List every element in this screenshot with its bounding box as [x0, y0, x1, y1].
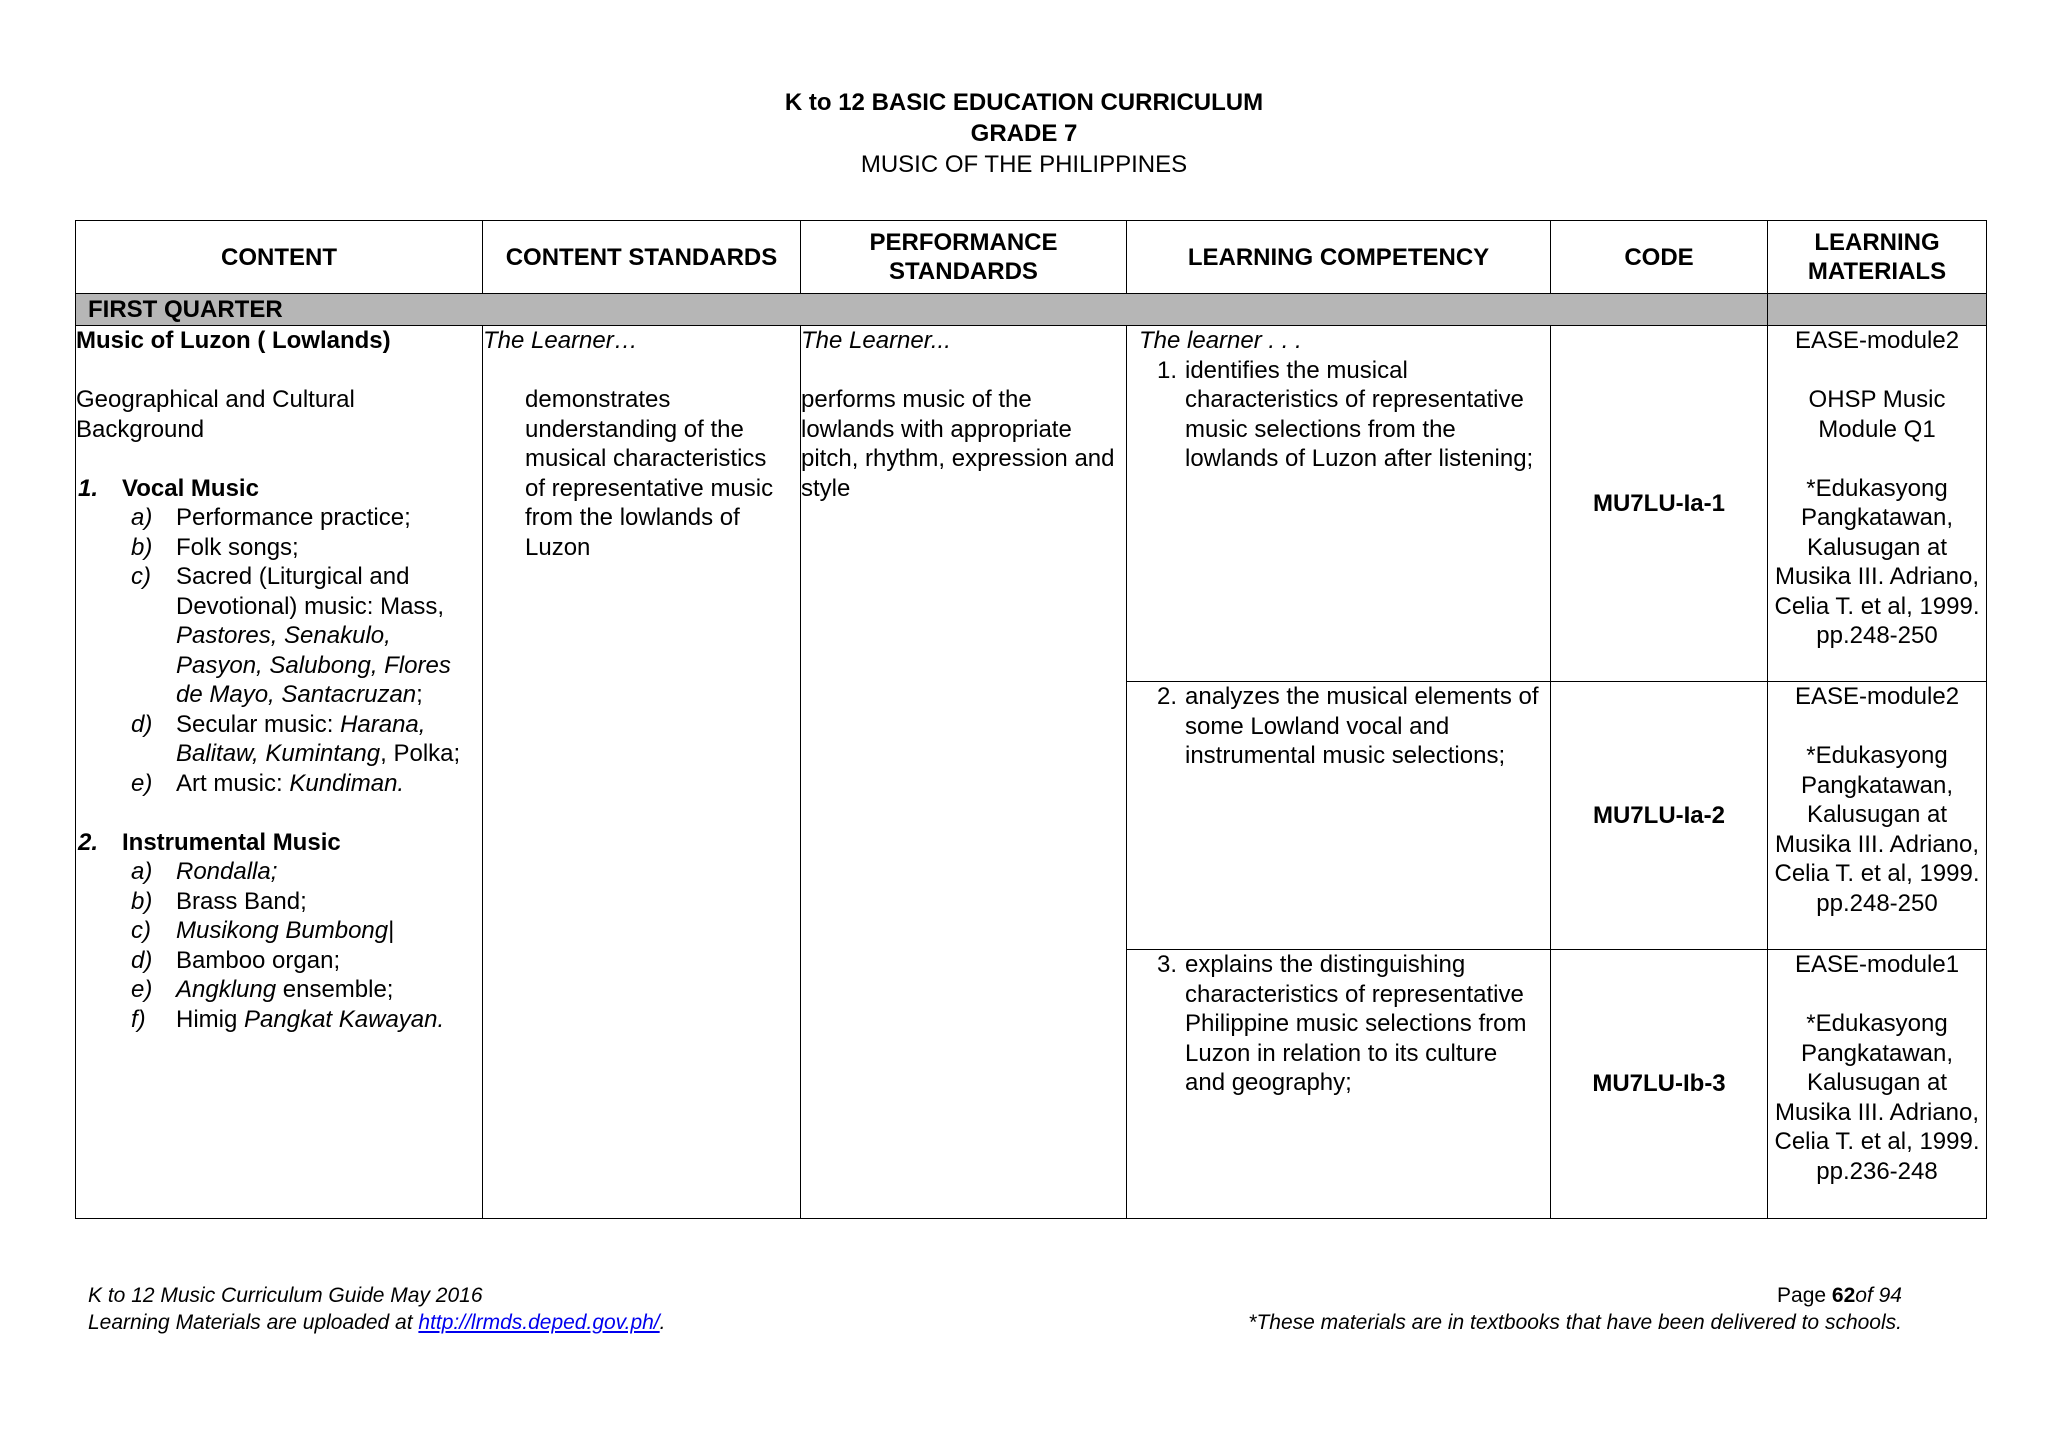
content-item	[131, 710, 482, 769]
item-marker: c)	[131, 563, 151, 591]
content-item	[131, 562, 482, 710]
item-marker: b)	[131, 887, 153, 915]
item-text: Musikong Bumbong|	[176, 917, 395, 945]
content-item	[131, 916, 482, 946]
materials-list	[1768, 950, 1986, 1186]
item-text: Secular music: Harana, Balitaw, Kumintang, Polka;	[176, 710, 461, 768]
footer-left	[88, 1282, 666, 1336]
competency-item	[1127, 682, 1550, 771]
quarter-label-spacer	[1768, 294, 1987, 326]
item-marker: f)	[131, 1005, 146, 1033]
item-text: Himig Pangkat Kawayan.	[176, 1005, 445, 1033]
item-marker: d)	[131, 946, 153, 974]
content-sections	[76, 474, 482, 1035]
material-entry: OHSP Music Module Q1	[1808, 386, 1946, 443]
content-item-list	[76, 503, 482, 798]
col-header-performance-line1: PERFORMANCE	[869, 229, 1058, 256]
item-text: Bamboo organ;	[176, 946, 341, 974]
item-marker: e)	[131, 769, 153, 797]
content-item	[131, 533, 482, 563]
competency-number: 2.	[1157, 683, 1178, 711]
page-current: 62	[1831, 1284, 1856, 1307]
item-text: Angklung ensemble;	[176, 976, 394, 1004]
materials-list	[1768, 326, 1986, 651]
item-marker: b)	[131, 533, 153, 561]
col-header-performance-standards	[801, 221, 1127, 294]
content-item	[131, 857, 482, 887]
col-header-code: CODE	[1551, 221, 1768, 294]
subject-title: MUSIC OF THE PHILIPPINES	[860, 151, 1188, 178]
materials-list	[1768, 682, 1986, 918]
content-title: Music of Luzon ( Lowlands)	[76, 327, 391, 355]
footer-right	[1248, 1282, 1902, 1336]
performance-standards-intro: The Learner...	[801, 327, 951, 355]
footer-guide: K to 12 Music Curriculum Guide May 2016	[88, 1284, 483, 1307]
content-item	[131, 1005, 482, 1035]
quarter-label: FIRST QUARTER	[76, 294, 1768, 326]
content-standards-intro: The Learner…	[483, 327, 638, 355]
item-marker: c)	[131, 917, 151, 945]
col-header-performance-line2: STANDARDS	[889, 258, 1038, 285]
competency-cell-2	[1127, 682, 1551, 950]
item-text: Art music: Kundiman.	[176, 769, 405, 797]
background-line2: Background	[76, 415, 205, 443]
competency-number: 1.	[1157, 356, 1178, 384]
material-spacer	[1768, 980, 1986, 1010]
competency-cell-3	[1127, 950, 1551, 1219]
document-header	[0, 87, 2048, 180]
section-number: 1.	[78, 474, 99, 502]
content-standards-body: demonstrates understanding of the musical characteristics of representative music from the lowlands of Luzon	[525, 386, 774, 561]
footer-uploaded-suffix: .	[659, 1311, 666, 1334]
material-entry: EASE-module2	[1794, 683, 1960, 711]
material-spacer	[1768, 712, 1986, 742]
section-heading-text: Vocal Music	[122, 474, 259, 502]
materials-cell	[1768, 950, 1987, 1219]
col-header-learning-competency: LEARNING COMPETENCY	[1127, 221, 1551, 294]
competency-number: 3.	[1157, 951, 1178, 979]
item-marker: a)	[131, 858, 153, 886]
grade-title: GRADE 7	[970, 120, 1078, 147]
item-text: Brass Band;	[176, 887, 307, 915]
competency-intro: The learner . . .	[1139, 327, 1302, 355]
footer-uploaded-prefix: Learning Materials are uploaded at	[88, 1311, 419, 1334]
section-heading-text: Instrumental Music	[122, 828, 341, 856]
content-item	[131, 975, 482, 1005]
content-item	[131, 769, 482, 799]
competency-cell-1	[1127, 326, 1551, 682]
performance-standards-body: performs music of the lowlands with appropriate pitch, rhythm, expression and style	[801, 386, 1115, 502]
curriculum-title: K to 12 BASIC EDUCATION CURRICULUM	[784, 89, 1264, 116]
content-section-heading	[76, 828, 482, 858]
competency-item	[1127, 356, 1550, 474]
item-text: Rondalla;	[176, 858, 278, 886]
code-cell: MU7LU-Ib-3	[1551, 950, 1768, 1219]
page-number	[1248, 1282, 1902, 1309]
col-header-content-standards: CONTENT STANDARDS	[483, 221, 801, 294]
item-marker: e)	[131, 976, 153, 1004]
performance-standards-cell	[801, 326, 1127, 1219]
code-cell: MU7LU-Ia-2	[1551, 682, 1768, 950]
curriculum-table	[75, 220, 1987, 1219]
competency-item	[1127, 950, 1550, 1098]
code-cell: MU7LU-Ia-1	[1551, 326, 1768, 682]
material-entry: *Edukasyong Pangkatawan, Kalusugan at Musika III. Adriano, Celia T. et al, 1999. pp.248-250	[1774, 474, 1980, 650]
competency-text: explains the distinguishing characteristics of representative Philippine music selections from Luzon in relation to its culture and geography;	[1185, 951, 1527, 1097]
material-entry: *Edukasyong Pangkatawan, Kalusugan at Musika III. Adriano, Celia T. et al, 1999. pp.248-250	[1774, 742, 1980, 917]
content-item	[131, 946, 482, 976]
col-header-materials-line2: MATERIALS	[1807, 258, 1947, 285]
material-entry: EASE-module1	[1794, 951, 1960, 979]
competency-text: identifies the musical characteristics of representative music selections from the lowlands of Luzon after listening;	[1185, 356, 1534, 473]
col-header-learning-materials	[1768, 221, 1987, 294]
section-number: 2.	[78, 828, 99, 856]
competency-text: analyzes the musical elements of some Lowland vocal and instrumental music selections;	[1185, 683, 1539, 770]
lrmds-link[interactable]: http://lrmds.deped.gov.ph/	[418, 1311, 660, 1334]
content-item	[131, 887, 482, 917]
material-spacer	[1768, 356, 1986, 386]
content-item-list	[76, 857, 482, 1034]
material-entry: *Edukasyong Pangkatawan, Kalusugan at Musika III. Adriano, Celia T. et al, 1999. pp.236-248	[1774, 1010, 1980, 1185]
page-total: of 94	[1855, 1284, 1902, 1307]
item-text: Sacred (Liturgical and Devotional) music: Mass, Pastores, Senakulo, Pasyon, Salubong, Flores de Mayo, Santacruzan;	[176, 563, 451, 709]
item-text: Performance practice;	[176, 504, 411, 532]
item-text: Folk songs;	[176, 533, 299, 561]
col-header-content: CONTENT	[76, 221, 483, 294]
materials-cell	[1768, 682, 1987, 950]
materials-cell	[1768, 326, 1987, 682]
material-spacer	[1768, 444, 1986, 474]
col-header-materials-line1: LEARNING	[1814, 229, 1940, 256]
textbooks-note: *These materials are in textbooks that have been delivered to schools.	[1248, 1311, 1902, 1334]
material-entry: EASE-module2	[1794, 327, 1960, 355]
page-prefix: Page	[1777, 1284, 1832, 1307]
background-line1: Geographical and Cultural	[76, 386, 355, 414]
item-marker: a)	[131, 504, 153, 532]
content-section-heading	[76, 474, 482, 504]
content-item	[131, 503, 482, 533]
item-marker: d)	[131, 710, 153, 738]
footer-uploaded	[88, 1309, 666, 1336]
content-cell	[76, 326, 483, 1219]
content-standards-cell	[483, 326, 801, 1219]
